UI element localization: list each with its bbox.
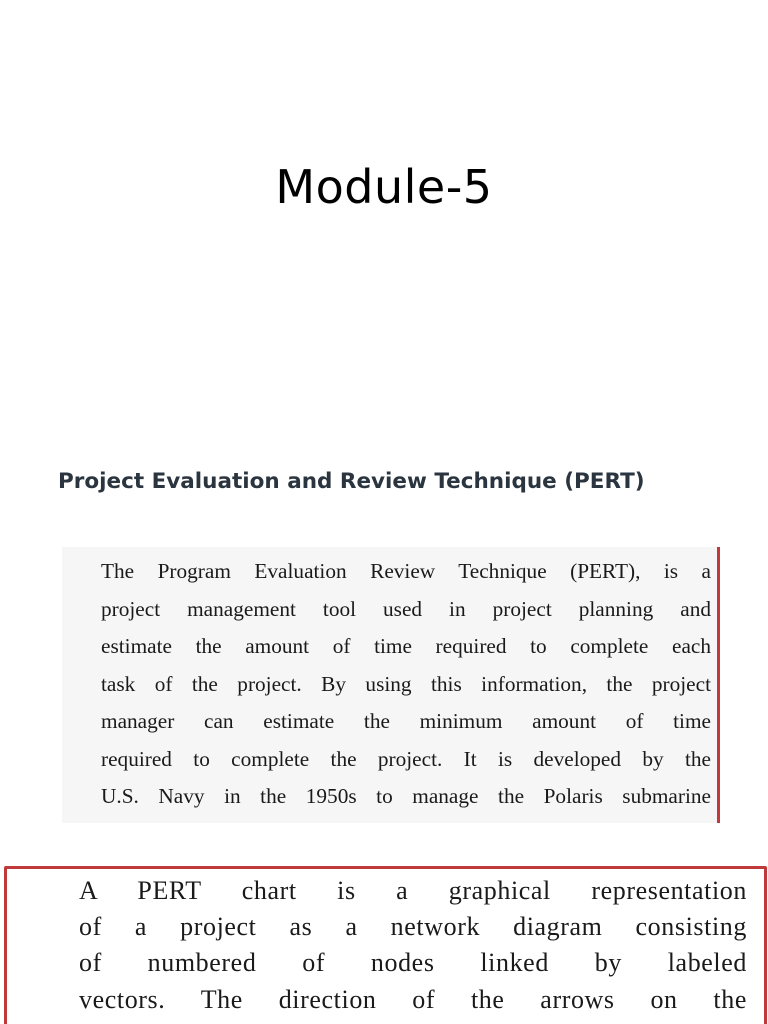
excerpt-1-line: task of the project. By using this information, the project (101, 671, 711, 696)
excerpt-1-line: required to complete the project. It is developed by the (101, 746, 711, 771)
excerpt-2-line: of numbered of nodes linked by labeled (79, 948, 747, 978)
excerpt-2-text (79, 873, 747, 1018)
excerpt-1-line: project management tool used in project planning and (101, 596, 711, 621)
excerpt-2-line: of a project as a network diagram consisting (79, 912, 747, 942)
excerpt-1-line: estimate the amount of time required to complete each (101, 634, 711, 658)
excerpt-1-line: manager can estimate the minimum amount of time (101, 709, 711, 733)
module-title: Module-5 (275, 160, 493, 214)
excerpt-1-accent-bar (717, 547, 720, 823)
excerpt-1-line: The Program Evaluation Review Technique (PERT), is a (101, 559, 711, 583)
section-heading: Project Evaluation and Review Technique (PERT) (58, 469, 645, 494)
excerpt-2-line: vectors. The direction of the arrows on the (79, 984, 747, 1014)
excerpt-2-line: A PERT chart is a graphical representation (79, 876, 747, 905)
excerpt-1-text (101, 553, 711, 816)
excerpt-1-line: U.S. Navy in the 1950s to manage the Polaris submarine (101, 784, 711, 808)
